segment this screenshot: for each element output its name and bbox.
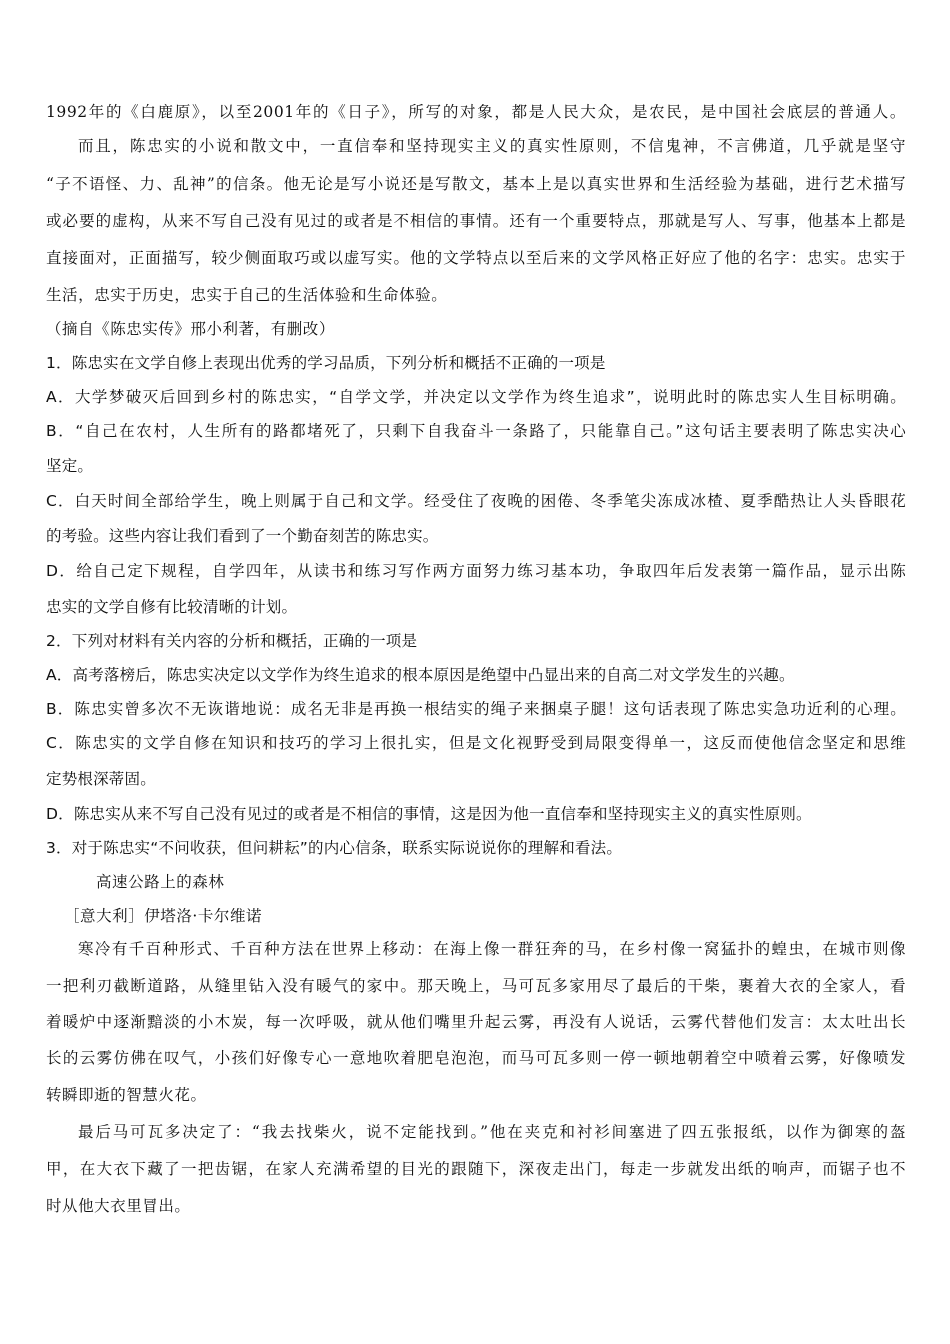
question-2-option-c-cont: 定势根深蒂固。 xyxy=(46,770,156,788)
passage-line: “子不语怪、力、乱神”的信条。他无论是写小说还是写散文，基本上是以真实世界和生活经验为基础，进行艺术描写 xyxy=(46,175,906,193)
question-2-stem: 2．下列对材料有关内容的分析和概括，正确的一项是 xyxy=(46,632,418,650)
question-1-option-b-cont: 坚定。 xyxy=(46,457,94,475)
question-1-option-a: A．大学梦破灭后回到乡村的陈忠实，“自学文学，并决定以文学作为终生追求”，说明此时的陈忠实人生目标明确。 xyxy=(46,388,906,406)
passage-line: 生活，忠实于历史，忠实于自己的生活体验和生命体验。 xyxy=(46,286,448,304)
question-1-stem: 1．陈忠实在文学自修上表现出优秀的学习品质，下列分析和概括不正确的一项是 xyxy=(46,354,606,372)
question-1-option-b: B．“自己在农村，人生所有的路都堵死了，只剩下自我奋斗一条路了，只能靠自己。”这句话主要表明了陈忠实决心 xyxy=(46,422,906,440)
story-line: 甲，在大衣下藏了一把齿锯，在家人充满希望的目光的跟随下，深夜走出门，每走一步就发出纸的响声，而锯子也不 xyxy=(46,1160,906,1178)
story-line: 最后马可瓦多决定了：“我去找柴火，说不定能找到。”他在夹克和衬衫间塞进了四五张报纸，以作为御寒的盔 xyxy=(78,1123,906,1141)
passage-line: 直接面对，正面描写，较少侧面取巧或以虚写实。他的文学特点以至后来的文学风格正好应了他的名字：忠实。忠实于 xyxy=(46,249,906,267)
question-3-stem: 3．对于陈忠实“不问收获，但问耕耘”的内心信条，联系实际说说你的理解和看法。 xyxy=(46,839,623,857)
passage-line: 1992年的《白鹿原》，以至2001年的《日子》，所写的对象，都是人民大众，是农民，是中国社会底层的普通人。 xyxy=(46,103,906,121)
story-line: 转瞬即逝的智慧火花。 xyxy=(46,1086,207,1104)
question-2-option-c: C．陈忠实的文学自修在知识和技巧的学习上很扎实，但是文化视野受到局限变得单一，这反而使他信念坚定和思维 xyxy=(46,734,906,752)
question-1-option-c: C．白天时间全部给学生，晚上则属于自己和文学。经受住了夜晚的困倦、冬季笔尖冻成冰楂、夏季酷热让人头昏眼花 xyxy=(46,492,906,510)
source-citation: （摘自《陈忠实传》邢小利著，有删改） xyxy=(46,320,335,338)
story-line: 长的云雾仿佛在叹气，小孩们好像专心一意地吹着肥皂泡泡，而马可瓦多则一停一顿地朝着空中喷着云雾，好像喷发 xyxy=(46,1049,906,1067)
story-line: 时从他大衣里冒出。 xyxy=(46,1197,191,1215)
story-author: ［意大利］伊塔洛·卡尔维诺 xyxy=(64,907,263,925)
question-1-option-c-cont: 的考验。这些内容让我们看到了一个勤奋刻苦的陈忠实。 xyxy=(46,527,439,545)
story-title: 高速公路上的森林 xyxy=(96,873,225,891)
question-1-option-d-cont: 忠实的文学自修有比较清晰的计划。 xyxy=(46,598,298,616)
question-2-option-d: D．陈忠实从来不写自己没有见过的或者是不相信的事情，这是因为他一直信奉和坚持现实主义的真实性原则。 xyxy=(46,805,812,823)
story-line: 着暖炉中逐渐黯淡的小木炭，每一次呼吸，就从他们嘴里升起云雾，再没有人说话，云雾代替他们发言：太太吐出长 xyxy=(46,1013,906,1031)
question-1-option-d: D．给自己定下规程，自学四年，从读书和练习写作两方面努力练习基本功，争取四年后发表第一篇作品，显示出陈 xyxy=(46,562,906,580)
question-2-option-b: B．陈忠实曾多次不无诙谐地说：成名无非是再换一根结实的绳子来捆桌子腿！这句话表现了陈忠实急功近利的心理。 xyxy=(46,700,906,718)
story-line: 一把利刃截断道路，从缝里钻入没有暖气的家中。那天晚上，马可瓦多家用尽了最后的干柴，裹着大衣的全家人，看 xyxy=(46,977,906,995)
story-line: 寒冷有千百种形式、千百种方法在世界上移动：在海上像一群狂奔的马，在乡村像一窝猛扑的蝗虫，在城市则像 xyxy=(78,940,906,958)
passage-line: 或必要的虚构，从来不写自己没有见过的或者是不相信的事情。还有一个重要特点，那就是写人、写事，他基本上都是 xyxy=(46,212,906,230)
passage-line: 而且，陈忠实的小说和散文中，一直信奉和坚持现实主义的真实性原则，不信鬼神，不言佛道，几乎就是坚守 xyxy=(78,137,906,155)
question-2-option-a: A．高考落榜后，陈忠实决定以文学作为终生追求的根本原因是绝望中凸显出来的自高二对文学发生的兴趣。 xyxy=(46,666,795,684)
